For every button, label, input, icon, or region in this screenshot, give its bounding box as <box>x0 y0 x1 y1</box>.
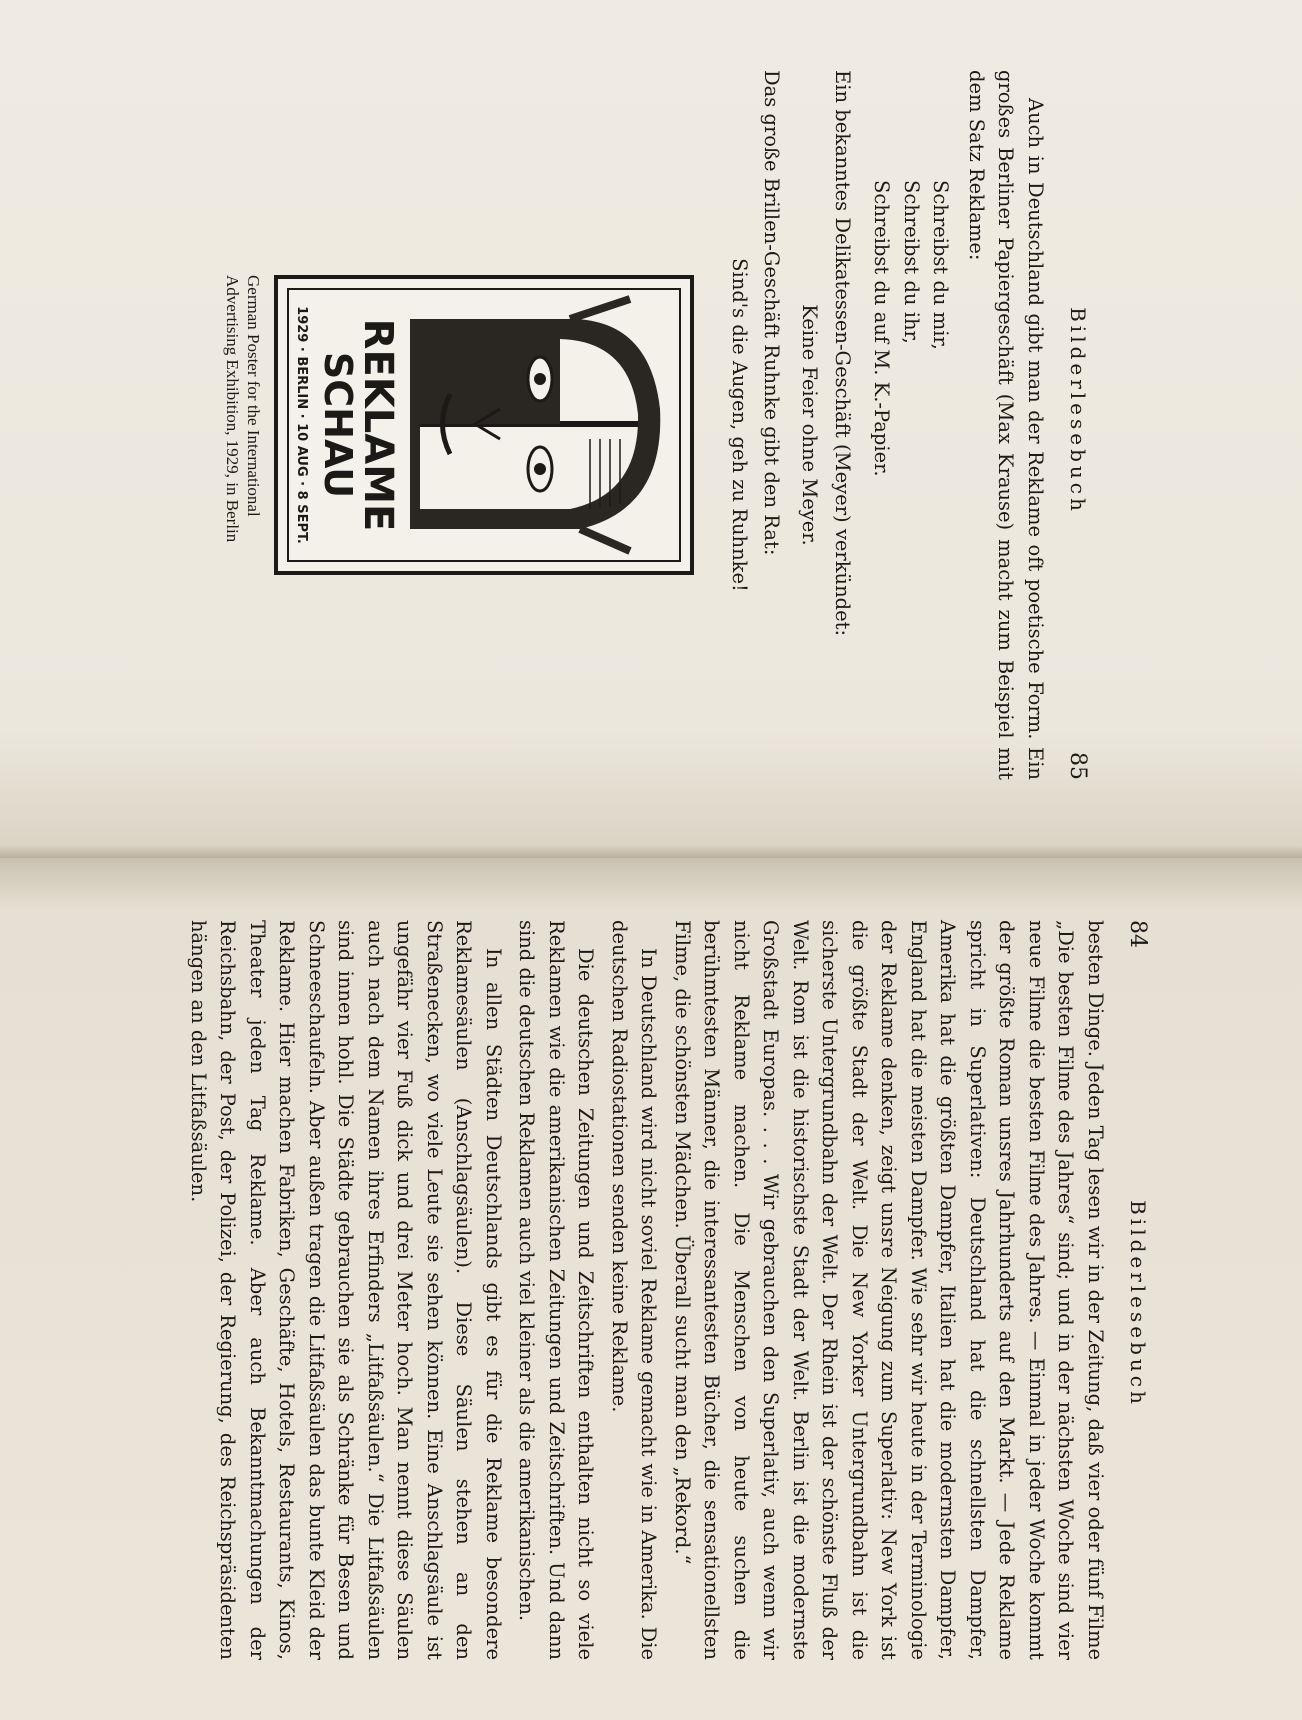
running-title: Bilderlesebuch <box>1066 307 1090 515</box>
page-85-content <box>70 70 1090 780</box>
poster-subtitle: SCHAU <box>316 351 360 499</box>
verse-line: Schreibst du ihr, <box>900 180 923 344</box>
page-84 <box>0 858 1302 1720</box>
paragraph: besten Dinge. Jeden Tag lesen wir in der Zeitung, daß vier oder fünf Filme „Die besten Filme des Jahres“ sind; und in der nächsten Woche sind vier neue Filme die besten Filme des Jahres. — Einmal in jeder Woche kommt der größte Roman unsres Jahrhunderts auf den Markt. — Jede Reklame spricht in Superlativen: Deutschland hat die schnellsten Dampfer, Amerika hat die größten Dampfer, Italien hat die modernsten Dampfer, England hat die meisten Dampfer. Wie sehr wir heute in der Terminologie der Reklame denken, zeigt unsre Neigung zum Superlativ: New York ist die größte Stadt der Welt. Die New Yorker Untergrundbahn ist die sicherste Untergrundbahn der Welt. Der Rhein ist der schönste Fluß der Welt. Rom ist die historischste Stadt der Welt. Berlin ist die modernste Großstadt Europas. . . . Wir gebrauchen den Superlativ, auch wenn wir nicht Reklame machen. Die Menschen von heute suchen die berühmtesten Männer, die interessantesten Bücher, die sensationellsten Filme, die schönsten Mädchen. Überall sucht man den „Rekord.“ <box>671 920 1107 1660</box>
paragraph: Ein bekanntes Delikatessen-Geschäft (Meyer) verkündet: <box>831 70 854 637</box>
page-84-content <box>60 920 1150 1660</box>
verse-krause <box>867 180 956 780</box>
verse-line: Schreibst du mir, <box>929 180 953 350</box>
page-85 <box>0 0 1302 858</box>
paragraph: In allen Städten Deutschlands gibt es für die Reklame besondere Reklamesäulen (Anschlagsäulen). Diese Säulen stehen an den Straßenecken, wo viele Leute sie sehen können. Eine Anschlagsäule ist ungefähr vier Fuß dick und drei Meter hoch. Man nennt diese Säulen auch nach dem Namen ihres Erfinders „Litfaßsäulen.“ Die Litfaßsäulen sind innen hohl. Die Städte gebrauchen sie als Schränke für Besen und Schneeschaufeln. Aber außen tragen die Litfaßsäulen das bunte Kleid der Reklame. Hier machen Fabriken, Geschäfte, Hotels, Restaurants, Kinos, Theater jeden Tag Reklame. Aber auch Bekanntmachungen der Reichsbahn, der Post, der Polizei, der Regierung, des Reichspräsidenten hängen an den Litfaßsäulen. <box>187 920 505 1660</box>
poster-title: REKLAME <box>355 318 401 532</box>
poster-artwork <box>278 279 690 571</box>
figure <box>222 70 694 780</box>
paragraph: Das große Brillen-Geschäft Ruhnke gibt den Rat: <box>760 70 784 556</box>
paragraph: Die deutschen Zeitungen und Zeitschriften enthalten nicht so viele Reklamen wie die amerikanischen Zeitungen und Zeitschriften. Und dann sind die deutschen Reklamen auch viel kleiner als die amerikanischen. <box>515 920 598 1660</box>
page-number: 84 <box>1125 920 1150 948</box>
running-head-85 <box>1050 70 1090 780</box>
figure-caption: German Poster for the International Advertising Exhibition, 1929, in Berlin <box>223 275 263 543</box>
page-number: 85 <box>1065 751 1090 780</box>
verse-line: Schreibst du auf M. K.-Papier. <box>870 180 894 477</box>
verse-meyer: Keine Feier ohne Meyer. <box>798 304 822 546</box>
poster-dates: 1929 · BERLIN · 10 AUG · 8 SEPT. <box>294 306 309 544</box>
running-title: Bilderlesebuch <box>1126 1200 1150 1408</box>
running-head-84 <box>1110 920 1150 1660</box>
paragraph: In Deutschland wird nicht soviel Reklame gemacht wie in Amerika. Die deutschen Radiostationen senden keine Reklame. <box>608 920 661 1660</box>
verse-ruhnke: Sind's die Augen, geh zu Ruhnke! <box>728 258 751 592</box>
reklame-schau-poster <box>274 275 694 575</box>
paragraph: Auch in Deutschland gibt man der Reklame oft poetische Form. Ein großes Berliner Papiergeschäft (Max Krause) macht zum Beispiel mit dem Satz Reklame: <box>965 70 1047 780</box>
